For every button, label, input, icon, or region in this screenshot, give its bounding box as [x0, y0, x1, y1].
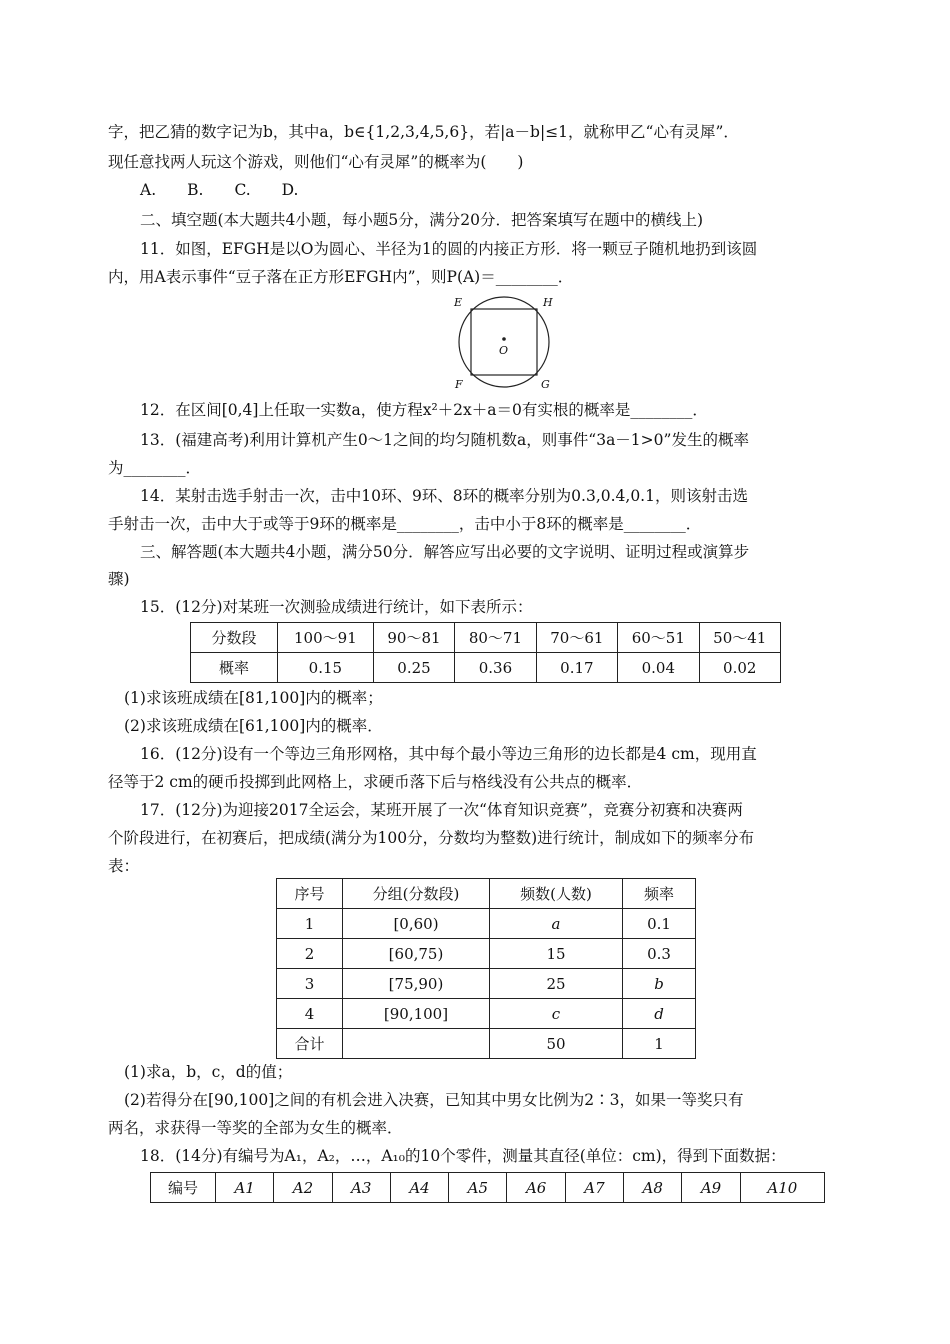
table-cell: 1 [277, 909, 343, 939]
table-cell: [60,75) [343, 939, 490, 969]
table-cell: c [490, 999, 623, 1029]
q11-line2: 内，用A表示事件“豆子落在正方形EFGH内”，则P(A)＝________． [108, 268, 574, 286]
table-cell: 频率 [623, 879, 696, 909]
table-cell: a [490, 909, 623, 939]
table-cell: A5 [449, 1173, 507, 1203]
table-cell: 分数段 [191, 623, 278, 653]
table-cell: 80～71 [455, 623, 536, 653]
table-cell: 0.25 [373, 653, 454, 683]
q10-line2: 现任意找两人玩这个游戏，则他们“心有灵犀”的概率为( ) [108, 153, 524, 171]
table-cell: 3 [277, 969, 343, 999]
table-cell: b [623, 969, 696, 999]
table-header-row [277, 879, 696, 909]
table-cell: 50～41 [699, 623, 780, 653]
table-cell: 0.02 [699, 653, 780, 683]
table-cell: 0.15 [278, 653, 374, 683]
q18-data-table [150, 1172, 825, 1203]
table-header-row [191, 623, 781, 653]
table-cell [343, 1029, 490, 1059]
table-row [277, 999, 696, 1029]
label-F: F [455, 378, 463, 391]
section-3-heading-line1: 三、解答题(本大题共4小题，满分50分．解答应写出必要的文字说明、证明过程或演算步 [140, 543, 750, 561]
table-cell: 90～81 [373, 623, 454, 653]
table-cell: A1 [216, 1173, 274, 1203]
q15-part2: (2)求该班成绩在[61,100]内的概率． [124, 717, 383, 735]
table-cell: 4 [277, 999, 343, 1029]
table-cell: 70～61 [536, 623, 617, 653]
table-cell: A3 [332, 1173, 390, 1203]
q15-part1: (1)求该班成绩在[81,100]内的概率； [124, 689, 383, 707]
table-cell: 25 [490, 969, 623, 999]
table-cell: 1 [623, 1029, 696, 1059]
q14-line1: 14．某射击选手射击一次，击中10环、9环、8环的概率分别为0.3,0.4,0.1，则该射击选 [140, 487, 748, 505]
table-row [277, 969, 696, 999]
inscribed-square [471, 309, 537, 375]
q18-stem: 18．(14分)有编号为A₁，A₂，…，A₁₀的10个零件，测量其直径(单位：cm)，得到下面数据： [140, 1147, 786, 1165]
table-row [277, 1029, 696, 1059]
table-cell: 概率 [191, 653, 278, 683]
table-row [277, 939, 696, 969]
q17-part2-line2: 两名，求获得一等奖的全部为女生的概率． [108, 1119, 403, 1137]
section-3-heading-line2: 骤) [108, 570, 130, 588]
table-cell: 编号 [151, 1173, 216, 1203]
table-cell: 50 [490, 1029, 623, 1059]
label-E: E [454, 296, 463, 309]
q16-line1: 16．(12分)设有一个等边三角形网格，其中每个最小等边三角形的边长都是4 cm，现用直 [140, 745, 757, 763]
table-cell: A6 [507, 1173, 565, 1203]
table-cell: A4 [390, 1173, 448, 1203]
table-cell: [0,60) [343, 909, 490, 939]
table-cell: 合计 [277, 1029, 343, 1059]
table-cell: 0.04 [618, 653, 699, 683]
q17-frequency-table [276, 878, 696, 1059]
table-cell: 0.36 [455, 653, 536, 683]
table-cell: 0.1 [623, 909, 696, 939]
q10-line1: 字，把乙猜的数字记为b，其中a，b∈{1,2,3,4,5,6}，若|a－b|≤1，就称甲乙“心有灵犀”． [108, 123, 739, 141]
q17-part2-line1: (2)若得分在[90,100]之间的有机会进入决赛，已知其中男女比例为2∶3，如果一等奖只有 [124, 1091, 744, 1109]
q17-part1: (1)求a，b，c，d的值； [124, 1063, 293, 1081]
table-cell: 频数(人数) [490, 879, 623, 909]
table-cell: 100～91 [278, 623, 374, 653]
q16-line2: 径等于2 cm的硬币投掷到此网格上，求硬币落下后与格线没有公共点的概率． [108, 773, 643, 791]
q11-line1: 11．如图，EFGH是以O为圆心、半径为1的圆的内接正方形．将一颗豆子随机地扔到该圆 [140, 240, 758, 258]
table-row [191, 653, 781, 683]
table-cell: A10 [740, 1173, 824, 1203]
label-G: G [541, 378, 550, 391]
table-cell: 15 [490, 939, 623, 969]
section-2-heading: 二、填空题(本大题共4小题，每小题5分，满分20分．把答案填写在题中的横线上) [140, 211, 704, 229]
table-cell: 0.3 [623, 939, 696, 969]
table-cell: 序号 [277, 879, 343, 909]
table-cell: 0.17 [536, 653, 617, 683]
q14-line2: 手射击一次，击中大于或等于9环的概率是________，击中小于8环的概率是________． [108, 515, 702, 533]
label-H: H [543, 296, 553, 309]
table-cell: 60～51 [618, 623, 699, 653]
center-point [502, 337, 506, 341]
q12: 12．在区间[0,4]上任取一实数a，使方程x²＋2x＋a＝0有实根的概率是________． [140, 401, 708, 419]
q17-line1: 17．(12分)为迎接2017全运会，某班开展了一次“体育知识竞赛”，竞赛分初赛和决赛两 [140, 801, 743, 819]
table-cell: A2 [274, 1173, 332, 1203]
table-cell: [90,100] [343, 999, 490, 1029]
q15-probability-table [190, 622, 781, 683]
circle [459, 297, 549, 387]
table-row [277, 909, 696, 939]
q15-stem: 15．(12分)对某班一次测验成绩进行统计，如下表所示： [140, 598, 533, 616]
q13-line1: 13．(福建高考)利用计算机产生0～1之间的均匀随机数a，则事件“3a－1>0”发生的概率 [140, 431, 749, 449]
table-cell: d [623, 999, 696, 1029]
label-O: O [499, 344, 509, 357]
q13-line2: 为________． [108, 459, 202, 477]
table-cell: [75,90) [343, 969, 490, 999]
table-cell: A8 [624, 1173, 682, 1203]
circle-square-figure [440, 292, 570, 392]
q10-options: A. B. C. D. [140, 181, 299, 199]
q17-line3: 表： [108, 857, 140, 875]
q17-line2: 个阶段进行，在初赛后，把成绩(满分为100分，分数均为整数)进行统计，制成如下的频率分布 [108, 829, 755, 847]
table-header-row [151, 1173, 825, 1203]
table-cell: 2 [277, 939, 343, 969]
table-cell: A9 [682, 1173, 740, 1203]
table-cell: 分组(分数段) [343, 879, 490, 909]
table-cell: A7 [565, 1173, 623, 1203]
